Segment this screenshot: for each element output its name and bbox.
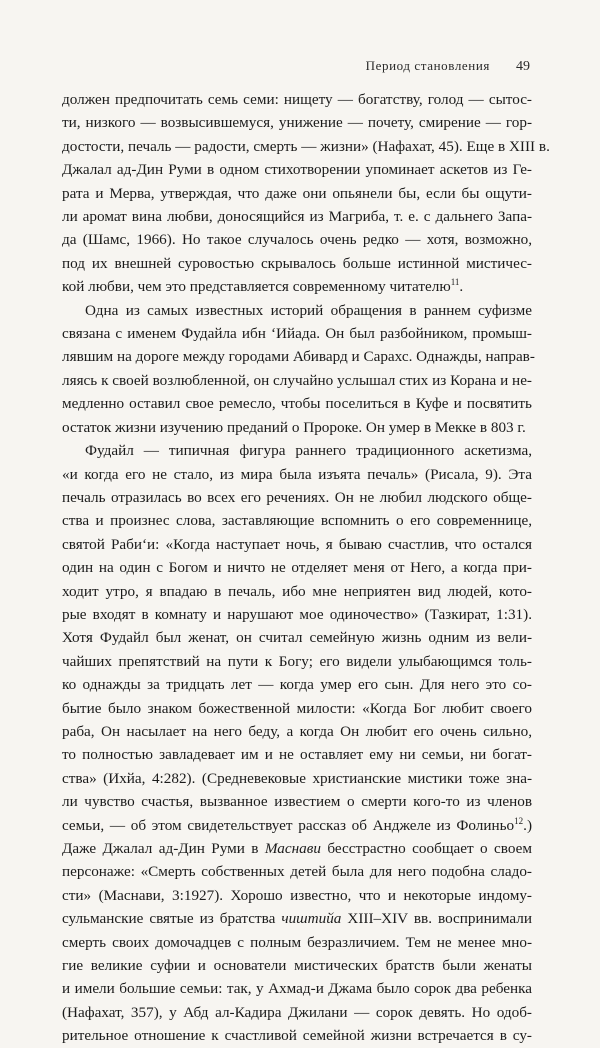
text-line: сульманские святые из братства чиштийа XIII–XIV вв. воспринимали: [62, 910, 532, 928]
text-line: Даже Джалал ад-Дин Руми в Маснави бесстрастно сообщает о своем: [62, 840, 532, 857]
text-line: персонаже: «Смерть собственных детей была для него подобна сладо-: [62, 863, 532, 881]
text-line: то полностью завладевает им и не оставляет ему ни семьи, ни богат-: [62, 746, 532, 764]
text-line: да (Шамс, 1966). Но такое случалось очень редко — хотя, возможно,: [62, 231, 532, 249]
text-line: ходит утро, я впадаю в печаль, ибо мне неприятен вид людей, кото-: [62, 582, 532, 600]
text-line: ства и произнес слова, заставляющие вспомнить о его современнице,: [62, 512, 532, 530]
text-line: ко однажды за тридцать лет — когда умер его сын. Для него это со-: [62, 676, 532, 694]
text-line: гие великие суфии и основатели мистических братств были женаты: [62, 957, 532, 975]
text-line: печаль отразилась во всех его речениях. Он не любил людского обще-: [62, 488, 532, 506]
text-line: бытие было знаком божественной милости: «Когда Бог любит своего: [62, 699, 532, 717]
italic-term: чиштийа: [281, 910, 342, 928]
text-line: ли чувство счастья, вызванное известием о смерти кого-то из членов: [62, 793, 532, 811]
text-line: ти, низкого — возвысившемуся, унижение — почету, смирение — гор-: [62, 114, 532, 132]
text-line: Одна из самых известных историй обращения в раннем суфизме: [85, 301, 532, 319]
text-line: семьи, — об этом свидетельствует рассказ об Анджеле из Фолиньо$^{12}$.): [62, 815, 532, 834]
text-line: раба, Он насылает на него беду, а когда Он любит его очень сильно,: [62, 722, 532, 740]
running-header: [75, 58, 530, 75]
footnote-ref: 11: [450, 277, 460, 288]
page-number: 49: [516, 59, 530, 74]
text-line: остаток жизни изучению преданий о Пророке. Он умер в Мекке в 803 г.: [62, 418, 526, 436]
text-line: связана с именем Фудайла ибн ‘Ийада. Он был разбойником, промыш-: [62, 325, 532, 343]
text-line: святой Раби‘и: «Когда наступает ночь, я бываю счастлив, что остался: [62, 535, 532, 553]
text-line: чайших препятствий на пути к Богу; его видели улыбающимся толь-: [62, 652, 532, 670]
italic-title: Маснави: [264, 840, 321, 857]
text-line: ли аромат вина любви, доносящийся из Магриба, т. е. с дальнего Запа-: [62, 208, 532, 226]
text-line: Джалал ад-Дин Руми в одном стихотворении упоминает аскетов из Ге-: [62, 161, 532, 179]
text-line: смерть своих домочадцев с полным безразличием. Тем не менее мно-: [62, 933, 532, 951]
text-line: достости, печаль — радости, смерть — жизни» (Нафахат, 45). Еще в XIII в.: [62, 137, 550, 155]
text-line: под их внешней суровостью скрывалось больше истинной мистичес-: [62, 254, 532, 272]
text-line: «и когда его не стало, из мира была изъята печаль» (Рисала, 9). Эта: [62, 465, 532, 483]
text-line: должен предпочитать семь семи: нищету — богатству, голод — сытос-: [62, 91, 532, 108]
text-line: и имели большие семьи: так, у Ахмад-и Джама было сорок два ребенка: [62, 980, 532, 998]
text-line: рые входят в комнату и нарушают мое одиночество» (Тазкират, 1:31).: [62, 605, 532, 623]
text-line: (Нафахат, 357), у Абд ал-Кадира Джилани — сорок девять. Но одоб-: [62, 1003, 532, 1021]
text-line: ства» (Ихйа, 4:282). (Средневековые христианские мистики тоже зна-: [62, 769, 532, 787]
running-title: Период становления: [365, 58, 490, 73]
text-line: один на один с Богом и ничто не отделяет меня от Него, а когда при-: [62, 559, 532, 577]
text-line: рата и Мерва, утверждая, что даже они опьянели бы, если бы ощути-: [62, 184, 532, 202]
text-line: Хотя Фудайл был женат, он считал семейную жизнь одним из вели-: [62, 629, 532, 647]
text-line: кой любви, чем это представляется современному читателю$^{11}$.: [62, 277, 464, 296]
text-line: рительное отношение к счастливой семейной жизни встречается в су-: [62, 1027, 532, 1045]
footnote-ref: 12: [514, 815, 524, 826]
text-line: ляясь к своей возлюбленной, он случайно услышал стих из Корана и не-: [62, 371, 532, 389]
body-text: [62, 88, 550, 1048]
text-line: медленно оставил свое ремесло, чтобы поселиться в Куфе и посвятить: [62, 395, 532, 413]
text-line: лявшим на дороге между городами Абивард и Сарахс. Однажды, направ-: [62, 348, 535, 366]
text-line: сти» (Маснави, 3:1927). Хорошо известно, что и некоторые индому-: [62, 886, 532, 904]
text-line: Фудайл — типичная фигура раннего традиционного аскетизма,: [85, 442, 532, 460]
